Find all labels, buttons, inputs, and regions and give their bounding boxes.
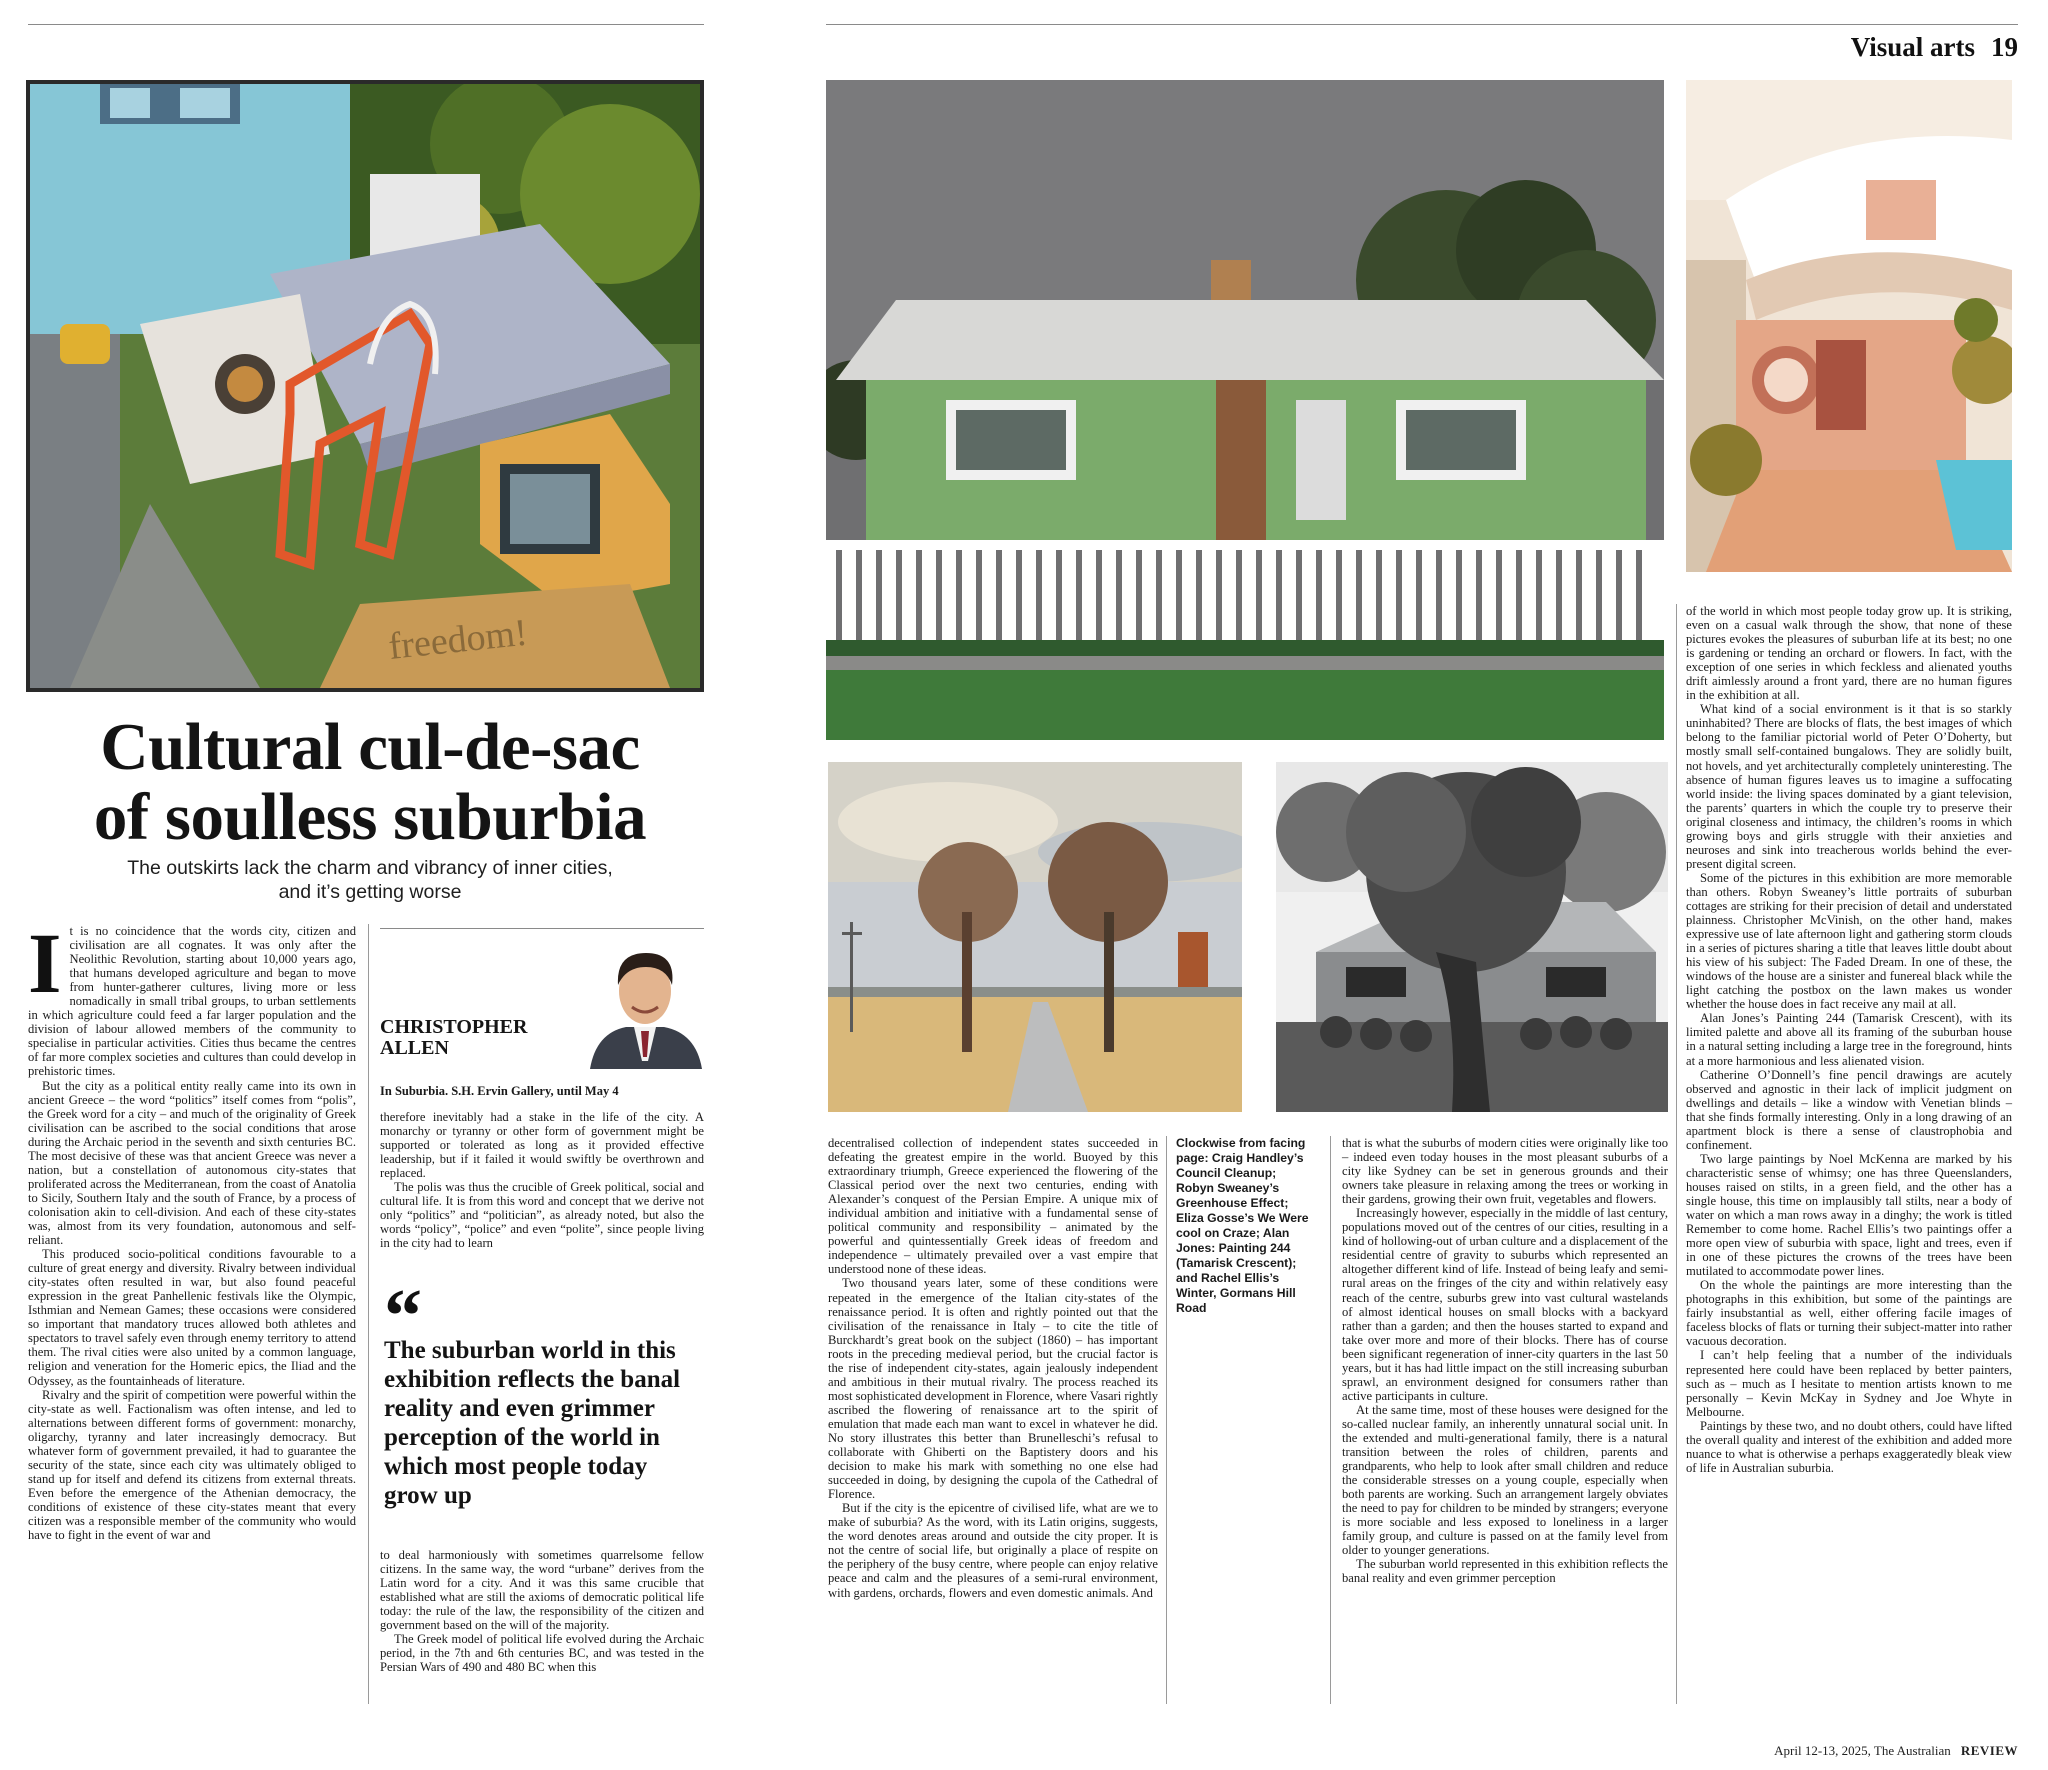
headline-line-2: of soulless suburbia: [93, 780, 647, 854]
paragraph: But if the city is the epicentre of civilised life, what are we to make of suburbia? As the word, with its Latin origins, suggests, the word denotes areas around and outside the city proper. It is not the centre of social life, but originally a place of respite on the periphery of the busy centre, where people can enjoy relative peace and calm and the pleasures of a semi-rural environment, with gardens, orchards, flowers and even domestic animals. And: [828, 1501, 1158, 1600]
painting-box-text: freedom!: [386, 611, 530, 668]
painting-winter-gormans-hill-road: [828, 762, 1242, 1112]
paragraph: Catherine O’Donnell’s fine pencil drawings are acutely observed and agnostic in their lack of implicit judgment on dwellings and details – like a window with Venetian blinds – that she finds formally interesting. Only in a long drawing of an apartment block is there a sense of claustrophobia and confinement.: [1686, 1067, 2012, 1152]
paragraph: Rivalry and the spirit of competition were powerful within the city-state as well. Factionalism was often intense, and led to alternations between different forms of government: monarchy, oligarchy, tyranny and later increasingly democracy. But whatever form of government prevailed, it had to guarantee the security of the state, since each city was ultimately obliged to stand up for itself and defend its citizens from external threats. Even before the emergence of the Athenian democracy, the conditions of existence of these city-states meant that every citizen was a responsible member of the community who would have to fight in the event of war and: [28, 1387, 356, 1543]
paragraph: The suburban world represented in this exhibition reflects the banal reality and even grimmer perception: [1342, 1557, 1668, 1586]
quote-mark: “: [384, 1274, 422, 1358]
image-caption: Clockwise from facing page: Craig Handley’s Council Cleanup; Robyn Sweaney’s Greenhouse Effect; Eliza Gosse’s We Were cool on Craze; Alan Jones: Painting 244 (Tamarisk Crescent); and Rachel Ellis’s Winter, Gormans Hill Road: [1176, 1136, 1309, 1315]
pull-quote: [384, 1274, 706, 1510]
paragraph: The Greek model of political life evolved during the Archaic period, in the 7th and 6th centuries BC, and was tested in the Persian Wars of 490 and 480 BC when this: [380, 1632, 704, 1675]
column-rule: [1330, 1136, 1331, 1704]
paragraph: This produced socio-political conditions favourable to a culture of great energy and diversity. Rivalry between individual city-states often resulted in war, but also found peaceful expression in the great Panhellenic festivals like the Olympic, Isthmian and Nemean Games; these occasions were considered so important that mandatory truces allowed both athletes and spectators to travel safely even through enemy territory to attend them. The rival cities were also united by a common language, religion and veneration for the Homeric epics, the Iliad and the Odyssey, as the fountainheads of literature.: [28, 1247, 356, 1388]
paragraph: At the same time, most of these houses were designed for the so-called nuclear family, an inherently unnatural social unit. In the extended and multi-generational family, there is a natural transition between the roles of children, parents and grandparents, who help to look after small children and reduce the considerable stresses on a young couple, especially when both parents are working. Such an arrangement largely obviates the need to pay for children to be minded by strangers; everyone is more sociable and less exposed to loneliness in a larger family group, and culture is passed on at the family level from older to younger generations.: [1342, 1402, 1668, 1558]
paragraph: therefore inevitably had a stake in the life of the city. A monarchy or tyranny or other form of government might be supported or tolerated as long as it provided effective leadership, but if it failed it would swiftly be overthrown and replaced.: [380, 1110, 704, 1181]
article-column-3: [828, 1136, 1158, 1600]
pull-quote-text: The suburban world in this exhibition reflects the banal reality and even grimmer perception of the world in which most people today grow up: [384, 1337, 681, 1509]
standfirst: [28, 856, 712, 904]
headline-line-1: Cultural cul-de-sac: [100, 710, 640, 784]
paragraph: that is what the suburbs of modern cities were originally like too – indeed even today houses in the most pleasant suburbs of a city like Sydney can be set in generous grounds and their owners take pleasure in relaxing among the trees or working in their gardens, growing their own fruit, vegetables and flowers.: [1342, 1136, 1668, 1207]
article-column-2-upper: [380, 1110, 704, 1250]
footer-date: April 12-13, 2025, The Australian: [1774, 1743, 1951, 1758]
paragraph: decentralised collection of independent states succeeded in defeating the greatest empire in the world. Buoyed by this extraordinary triumph, Greece experienced the flowering of the Classical period over the next two centuries, ending with Alexander’s conquest of the Persian Empire. A unique mix of individual ambition and initiative with a fundamental sense of political community and responsibility – animated by the powerful and quintessentially Greek ideas of freedom and independence – ultimately prevailed over a vast empire that understood none of these ideas.: [828, 1136, 1158, 1277]
painting-greenhouse-effect: [826, 80, 1664, 740]
author-portrait: [586, 941, 704, 1069]
article-column-2-lower: [380, 1548, 704, 1674]
page-number: 19: [1991, 32, 2018, 62]
section-header: [1851, 32, 2018, 63]
paragraph: On the whole the paintings are more interesting than the photographs in this exhibition, but some of the paintings are fairly insubstantial as well, either offering facile images of faceless blocks of flats or turning their subject-matter into rather vacuous decoration.: [1686, 1278, 2012, 1349]
top-rule-left: [28, 24, 704, 25]
exhibition-info: In Suburbia. S.H. Ervin Gallery, until May 4: [380, 1084, 619, 1098]
paragraph: Two large paintings by Noel McKenna are marked by his characteristic sense of whimsy; one has three Queenslanders, houses raised on stilts, in a green field, and the other has a single house, this time on implausibly tall stilts, near a body of water on which a man rows away in a dinghy; the work is titled Remember to come home. Rachel Ellis’s two paintings offer a more open view of suburbia with space, light and trees, even if in one of these pictures the crowns of the trees have been mutilated to accommodate power lines.: [1686, 1151, 2012, 1279]
section-title: Visual arts: [1850, 32, 1975, 62]
paragraph: Some of the pictures in this exhibition are more memorable than others. Robyn Sweaney’s little portraits of suburban cottages are striking for their precision of detail and understated plainness. Christopher McVinish, on the other hand, makes expressive use of late afternoon light and gathering storm clouds in a series of pictures sharing a title that leaves little doubt about his view of his subject: The Faded Dream. In one of these, the windows of the house are a sinister and funereal black while the light catching the postbox on the lawn makes us wonder whether the house does in fact receive any mail at all.: [1686, 870, 2012, 1012]
column-rule: [368, 924, 369, 1704]
author-name: [380, 1017, 527, 1059]
standfirst-line-1: The outskirts lack the charm and vibrancy of inner cities,: [127, 857, 613, 879]
footer-brand: REVIEW: [1960, 1743, 2018, 1758]
article-column-1: [28, 915, 356, 1543]
column-rule: [1166, 1136, 1167, 1704]
drop-cap: I: [28, 915, 62, 1011]
paragraph: Increasingly however, especially in the middle of last century, populations moved out of the centres of our cities, resulting in a kind of hollowing-out of urban culture and a displacement of the residential centre of gravity to suburbs which represented an altogether different kind of life. Instead of being leafy and semi-rural areas on the fringes of the city and within relatively easy reach of the centre, suburbs grew into vast cultural wastelands of almost identical houses on small blocks with a backyard rather than a garden; and then the houses started to expand and take over more and more of their blocks. There has of course been significant regeneration of inner-city quarters in the last 50 years, but it has had little impact on the still increasing suburban sprawl, an environment designed for consumers rather than active participants in culture.: [1342, 1206, 1669, 1403]
painting-council-cleanup: [26, 80, 704, 692]
page-footer: [1774, 1743, 2018, 1759]
paragraph: Two thousand years later, some of these conditions were repeated in the emergence of the Italian city-states of the renaissance period. It is often and rightly pointed out that the civilisation of the renaissance in Italy – to cite the title of Burckhardt’s great book on the subject (1860) – has important roots in the preceding medieval period, but the crucial factor is the rise of independent city-states, again jealously independent and ambitious in their mutual rivalry. The process reached its most sophisticated development in Florence, where Vasari rightly ascribed the flowering of renaissance art to the spirit of emulation that made each man want to excel in whatever he did. No story illustrates this better than Brunelleschi’s refusal to collaborate with Ghiberti on the Baptistery doors and his decision to make his mark with something no one else had succeeded in doing, by designing the cupola of the Cathedral of Florence.: [828, 1276, 1158, 1502]
painting-we-were-cool-on-craze: [1686, 80, 2012, 572]
top-rule-right: [826, 24, 2018, 25]
headline: [28, 712, 712, 852]
article-column-4: [1342, 1136, 1668, 1586]
standfirst-line-2: and it’s getting worse: [278, 881, 462, 903]
painting-tamarisk-crescent: [1276, 762, 1668, 1112]
author-last-name: ALLEN: [380, 1037, 449, 1059]
paragraph: The polis was thus the crucible of Greek political, social and cultural life. It is from this word and concept that we derive not only “politics” and “politician”, as already noted, but also the words “policy”, “police” and even “polite”, since people living in the city had to learn: [380, 1180, 704, 1251]
paragraph: I can’t help feeling that a number of the individuals represented here could have been replaced by better painters, such as – much as I hesitate to mention artists known to me personally – Kevin McKay in Sydney and Joe Whyte in Melbourne.: [1686, 1348, 2012, 1419]
author-first-name: CHRISTOPHER: [380, 1016, 528, 1038]
byline: [380, 928, 704, 1069]
paragraph: What kind of a social environment is it that is so starkly uninhabited? There are blocks of flats, the best images of which belong to the familiar pictorial world of Peter O’Doherty, but mostly small self-contained bungalows. They are solidly built, not hovels, and yet architecturally completely uninteresting. The absence of human figures leaves us to imagine a suffocating world inside: the living spaces dominated by a giant television, the parents’ quarters in which the couple try to preserve their original closeness and intimacy, the children’s rooms in which growing boys and girls struggle with their anxieties and neuroses and sink into treacherous worlds behind the ever-present digital screen.: [1686, 702, 2012, 871]
paragraph: But the city as a political entity really came into its own in ancient Greece – the word “politics” itself comes from “polis”, the Greek word for a city – and much of the originality of Greek civilisation can be ascribed to the social conditions that arose during the Archaic period in the seventh and sixth centuries BC. The most decisive of these was that ancient Greece was never a nation, but a constellation of autonomous city-states that proliferated across the Mediterranean, from the coast of Anatolia to Sicily, Southern Italy and the south of France, by a process of colonisation akin to cell-division. And each of these city-states was, almost from its very foundation, autonomous and self-reliant.: [28, 1078, 356, 1248]
paragraph: of the world in which most people today grow up. It is striking, even on a casual walk through the show, that none of these pictures evokes the pleasures of suburban life at its best; no one is gardening or tending an orchard or flowers. In fact, with the exception of one series in which feckless and alienated youths drift aimlessly around a front yard, there are no human figures in the exhibition at all.: [1686, 604, 2012, 703]
paragraph: t is no coincidence that the words city, citizen and civilisation are all cognates. It was only after the Neolithic Revolution, starting about 10,000 years ago, that humans developed agriculture and began to move from hunter-gatherer cultures, living more or less nomadically in small tribal groups, to urban settlements in which agriculture could feed a far larger population and the division of labour allowed members of the community to specialise in particular activities. Cities thus became the centres of far more complex societies and cultures than could develop in prehistoric times.: [28, 924, 356, 1079]
article-column-5: [1686, 604, 2012, 1475]
paragraph: Paintings by these two, and no doubt others, could have lifted the overall quality and interest of the exhibition and added more nuance to what is otherwise a perhaps exaggeratedly bleak view of life in Australian suburbia.: [1686, 1418, 2012, 1475]
column-rule: [1676, 604, 1677, 1704]
paragraph: to deal harmoniously with sometimes quarrelsome fellow citizens. In the same way, the word “urbane” derives from the Latin word for a city. And it was this same crucible that established what are still the axioms of democratic political life today: the rule of the law, the responsibility of the citizen and government based on the will of the majority.: [380, 1548, 704, 1633]
paragraph: Alan Jones’s Painting 244 (Tamarisk Crescent), with its limited palette and above all its framing of the suburban house in a natural setting including a large tree in the foreground, hints at a more harmonious and less alienated vision.: [1686, 1011, 2012, 1068]
